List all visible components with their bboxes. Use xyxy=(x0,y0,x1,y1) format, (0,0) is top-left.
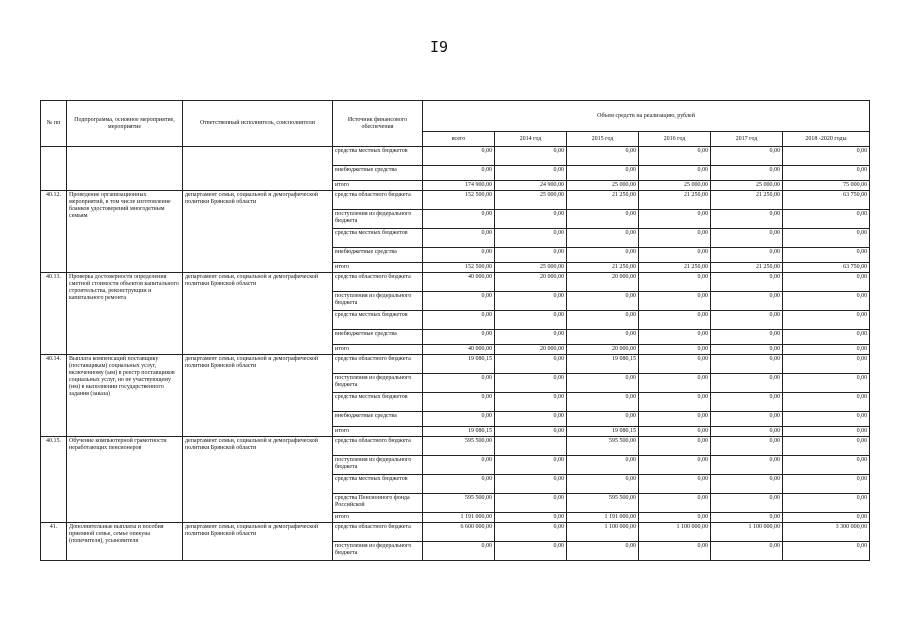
value-cell: 0,00 xyxy=(423,311,495,330)
source-cell: внебюджетные средства xyxy=(333,248,423,263)
value-cell: 0,00 xyxy=(495,523,567,542)
value-cell: 0,00 xyxy=(639,437,711,456)
value-cell: 0,00 xyxy=(711,427,783,437)
value-cell: 0,00 xyxy=(495,229,567,248)
value-cell: 0,00 xyxy=(495,513,567,523)
value-cell: 25 000,00 xyxy=(711,181,783,191)
value-cell: 0,00 xyxy=(567,292,639,311)
value-cell: 0,00 xyxy=(783,437,870,456)
value-cell: 0,00 xyxy=(639,374,711,393)
value-cell: 0,00 xyxy=(639,542,711,561)
header-year: 2014 год xyxy=(495,132,567,147)
value-cell: 0,00 xyxy=(567,166,639,181)
value-cell: 19 080,15 xyxy=(567,427,639,437)
value-cell: 75 000,00 xyxy=(783,181,870,191)
value-cell: 0,00 xyxy=(639,248,711,263)
value-cell: 0,00 xyxy=(495,412,567,427)
source-cell: поступления из федерального бюджета xyxy=(333,210,423,229)
value-cell: 0,00 xyxy=(423,210,495,229)
source-cell: средства местных бюджетов xyxy=(333,393,423,412)
header-program: Подпрограмма, основное мероприятие, мероприятие xyxy=(67,101,183,147)
source-cell: средства местных бюджетов xyxy=(333,311,423,330)
value-cell: 0,00 xyxy=(783,210,870,229)
program-name: Обучение компьютерной грамотности неработающих пенсионеров xyxy=(67,437,183,523)
value-cell: 0,00 xyxy=(639,345,711,355)
value-cell: 0,00 xyxy=(423,412,495,427)
value-cell: 0,00 xyxy=(639,355,711,374)
value-cell: 0,00 xyxy=(711,393,783,412)
value-cell: 0,00 xyxy=(711,374,783,393)
value-cell: 0,00 xyxy=(711,355,783,374)
value-cell: 0,00 xyxy=(783,393,870,412)
value-cell: 0,00 xyxy=(423,147,495,166)
source-cell: поступления из федерального бюджета xyxy=(333,542,423,561)
value-cell: 0,00 xyxy=(783,166,870,181)
value-cell: 0,00 xyxy=(639,147,711,166)
value-cell: 20 000,00 xyxy=(567,273,639,292)
value-cell: 40 000,00 xyxy=(423,345,495,355)
value-cell: 0,00 xyxy=(423,292,495,311)
program-name: Проверка достоверности определения сметной стоимости объектов капитального строительства, реконструкции и капитального ремонта xyxy=(67,273,183,355)
value-cell: 0,00 xyxy=(783,456,870,475)
value-cell: 595 500,00 xyxy=(423,494,495,513)
value-cell: 0,00 xyxy=(639,475,711,494)
value-cell: 0,00 xyxy=(711,542,783,561)
value-cell: 0,00 xyxy=(567,393,639,412)
value-cell: 0,00 xyxy=(495,147,567,166)
value-cell: 0,00 xyxy=(783,345,870,355)
cont-no xyxy=(41,147,67,191)
value-cell: 19 080,15 xyxy=(423,355,495,374)
header-year: 2018 -2020 годы xyxy=(783,132,870,147)
value-cell: 0,00 xyxy=(495,311,567,330)
source-cell: поступления из федерального бюджета xyxy=(333,374,423,393)
value-cell: 0,00 xyxy=(495,427,567,437)
executor-name: департамент семьи, социальной и демографической политики Брянской области xyxy=(183,437,333,523)
table-row xyxy=(41,437,870,456)
value-cell: 0,00 xyxy=(639,166,711,181)
value-cell: 0,00 xyxy=(567,456,639,475)
value-cell: 0,00 xyxy=(567,229,639,248)
value-cell: 0,00 xyxy=(495,210,567,229)
value-cell: 25 000,00 xyxy=(567,181,639,191)
value-cell: 0,00 xyxy=(639,494,711,513)
source-cell: средства областного бюджета xyxy=(333,191,423,210)
value-cell: 40 000,00 xyxy=(423,273,495,292)
value-cell: 0,00 xyxy=(495,355,567,374)
executor-name: департамент семьи, социальной и демографической политики Брянской области xyxy=(183,191,333,273)
value-cell: 0,00 xyxy=(567,475,639,494)
value-cell: 0,00 xyxy=(711,412,783,427)
value-cell: 19 080,15 xyxy=(567,355,639,374)
value-cell: 0,00 xyxy=(495,166,567,181)
value-cell: 0,00 xyxy=(423,456,495,475)
value-cell: 0,00 xyxy=(423,330,495,345)
value-cell: 0,00 xyxy=(567,210,639,229)
value-cell: 0,00 xyxy=(567,412,639,427)
value-cell: 0,00 xyxy=(783,355,870,374)
value-cell: 0,00 xyxy=(711,166,783,181)
program-name: Проведение организационных мероприятий, в том числе изготовление бланков удостоверений многодетным семьям xyxy=(67,191,183,273)
value-cell: 0,00 xyxy=(783,475,870,494)
value-cell: 25 000,00 xyxy=(639,181,711,191)
header-year: всего xyxy=(423,132,495,147)
value-cell: 0,00 xyxy=(495,374,567,393)
table-row xyxy=(41,273,870,292)
row-number: 40.15. xyxy=(41,437,67,523)
source-cell: поступления из федерального бюджета xyxy=(333,292,423,311)
value-cell: 0,00 xyxy=(711,513,783,523)
program-name: Дополнительные выплаты и пособия приемной семье, семье опекуна (попечителя), усыновителя xyxy=(67,523,183,561)
source-cell: средства областного бюджета xyxy=(333,523,423,542)
value-cell: 0,00 xyxy=(711,147,783,166)
value-cell: 0,00 xyxy=(495,494,567,513)
value-cell: 25 000,00 xyxy=(495,263,567,273)
value-cell: 0,00 xyxy=(639,513,711,523)
value-cell: 0,00 xyxy=(495,292,567,311)
value-cell: 595 500,00 xyxy=(567,437,639,456)
value-cell: 20 000,00 xyxy=(495,345,567,355)
value-cell: 0,00 xyxy=(783,542,870,561)
value-cell: 0,00 xyxy=(783,412,870,427)
row-number: 40.13. xyxy=(41,273,67,355)
value-cell: 20 000,00 xyxy=(567,345,639,355)
value-cell: 21 250,00 xyxy=(639,263,711,273)
header-source: Источник финансового обеспечения xyxy=(333,101,423,147)
value-cell: 0,00 xyxy=(711,273,783,292)
value-cell: 0,00 xyxy=(783,330,870,345)
value-cell: 0,00 xyxy=(423,374,495,393)
table-row xyxy=(41,191,870,210)
value-cell: 21 250,00 xyxy=(639,191,711,210)
cont-program xyxy=(67,147,183,191)
value-cell: 0,00 xyxy=(567,374,639,393)
value-cell: 0,00 xyxy=(639,311,711,330)
value-cell: 20 000,00 xyxy=(495,273,567,292)
value-cell: 63 750,00 xyxy=(783,191,870,210)
row-number: 40.12. xyxy=(41,191,67,273)
value-cell: 0,00 xyxy=(783,248,870,263)
value-cell: 1 100 000,00 xyxy=(639,523,711,542)
value-cell: 0,00 xyxy=(495,475,567,494)
source-cell: итого xyxy=(333,345,423,355)
value-cell: 0,00 xyxy=(783,147,870,166)
value-cell: 0,00 xyxy=(711,229,783,248)
header-volume: Объем средств на реализацию, рублей xyxy=(423,101,870,132)
value-cell: 0,00 xyxy=(639,229,711,248)
value-cell: 0,00 xyxy=(567,248,639,263)
source-cell: средства областного бюджета xyxy=(333,437,423,456)
page-number: I9 xyxy=(430,38,449,56)
value-cell: 0,00 xyxy=(495,393,567,412)
value-cell: 0,00 xyxy=(423,248,495,263)
cont-executor xyxy=(183,147,333,191)
header-no: № пп xyxy=(41,101,67,147)
source-cell: средства областного бюджета xyxy=(333,273,423,292)
value-cell: 21 250,00 xyxy=(711,191,783,210)
executor-name: департамент семьи, социальной и демографической политики Брянской области xyxy=(183,523,333,561)
row-number: 40.14. xyxy=(41,355,67,437)
value-cell: 0,00 xyxy=(423,393,495,412)
value-cell: 1 100 000,00 xyxy=(711,523,783,542)
value-cell: 0,00 xyxy=(783,513,870,523)
value-cell: 0,00 xyxy=(567,330,639,345)
value-cell: 0,00 xyxy=(783,229,870,248)
value-cell: 152 500,00 xyxy=(423,191,495,210)
value-cell: 0,00 xyxy=(567,147,639,166)
source-cell: средства местных бюджетов xyxy=(333,147,423,166)
source-cell: средства областного бюджета xyxy=(333,355,423,374)
value-cell: 0,00 xyxy=(711,494,783,513)
value-cell: 0,00 xyxy=(783,374,870,393)
source-cell: внебюджетные средства xyxy=(333,166,423,181)
value-cell: 0,00 xyxy=(567,542,639,561)
value-cell: 0,00 xyxy=(711,210,783,229)
table-row xyxy=(41,523,870,542)
value-cell: 174 900,00 xyxy=(423,181,495,191)
value-cell: 0,00 xyxy=(495,456,567,475)
value-cell: 19 080,15 xyxy=(423,427,495,437)
value-cell: 0,00 xyxy=(423,166,495,181)
value-cell: 63 750,00 xyxy=(783,263,870,273)
value-cell: 0,00 xyxy=(639,210,711,229)
value-cell: 6 600 000,00 xyxy=(423,523,495,542)
value-cell: 21 250,00 xyxy=(567,191,639,210)
program-name: Выплата компенсаций поставщику (поставщикам) социальных услуг, включенному (ым) в реестр поставщиков социальных услуг, но не участвующему (им) в выполнении государственного задания (заказа) xyxy=(67,355,183,437)
value-cell: 0,00 xyxy=(783,494,870,513)
value-cell: 0,00 xyxy=(639,330,711,345)
value-cell: 25 000,00 xyxy=(495,191,567,210)
value-cell: 0,00 xyxy=(711,330,783,345)
value-cell: 0,00 xyxy=(495,542,567,561)
value-cell: 0,00 xyxy=(423,542,495,561)
value-cell: 0,00 xyxy=(711,475,783,494)
value-cell: 0,00 xyxy=(423,475,495,494)
value-cell: 152 500,00 xyxy=(423,263,495,273)
source-cell: итого xyxy=(333,513,423,523)
executor-name: департамент семьи, социальной и демографической политики Брянской области xyxy=(183,273,333,355)
source-cell: итого xyxy=(333,181,423,191)
table-body xyxy=(41,147,870,561)
value-cell: 0,00 xyxy=(495,330,567,345)
value-cell: 21 250,00 xyxy=(567,263,639,273)
value-cell xyxy=(495,437,567,456)
value-cell: 0,00 xyxy=(711,311,783,330)
source-cell: средства Пенсионного фонда Российской xyxy=(333,494,423,513)
value-cell: 0,00 xyxy=(639,427,711,437)
value-cell: 0,00 xyxy=(783,311,870,330)
value-cell: 1 191 000,00 xyxy=(423,513,495,523)
value-cell: 0,00 xyxy=(567,311,639,330)
header-year: 2016 год xyxy=(639,132,711,147)
value-cell: 0,00 xyxy=(783,273,870,292)
header-year: 2015 год xyxy=(567,132,639,147)
value-cell: 0,00 xyxy=(639,292,711,311)
value-cell: 0,00 xyxy=(711,437,783,456)
value-cell: 3 300 000,00 xyxy=(783,523,870,542)
value-cell: 0,00 xyxy=(639,273,711,292)
executor-name: департамент семьи, социальной и демографической политики Брянской области xyxy=(183,355,333,437)
value-cell: 0,00 xyxy=(639,393,711,412)
budget-table xyxy=(40,100,870,561)
value-cell: 1 191 000,00 xyxy=(567,513,639,523)
value-cell: 0,00 xyxy=(711,456,783,475)
header-year: 2017 год xyxy=(711,132,783,147)
source-cell: внебюджетные средства xyxy=(333,330,423,345)
value-cell: 0,00 xyxy=(711,292,783,311)
value-cell: 1 100 000,00 xyxy=(567,523,639,542)
table-row xyxy=(41,355,870,374)
value-cell: 0,00 xyxy=(783,427,870,437)
source-cell: внебюджетные средства xyxy=(333,412,423,427)
source-cell: итого xyxy=(333,263,423,273)
value-cell: 0,00 xyxy=(711,345,783,355)
source-cell: поступления из федерального бюджета xyxy=(333,456,423,475)
source-cell: средства местных бюджетов xyxy=(333,229,423,248)
row-number: 41. xyxy=(41,523,67,561)
value-cell: 595 500,00 xyxy=(423,437,495,456)
value-cell: 21 250,00 xyxy=(711,263,783,273)
value-cell: 0,00 xyxy=(495,248,567,263)
value-cell: 0,00 xyxy=(783,292,870,311)
source-cell: средства местных бюджетов xyxy=(333,475,423,494)
source-cell: итого xyxy=(333,427,423,437)
value-cell: 595 500,00 xyxy=(567,494,639,513)
header-executor: Ответственный исполнитель, соисполнители xyxy=(183,101,333,147)
value-cell: 0,00 xyxy=(711,248,783,263)
value-cell: 0,00 xyxy=(639,412,711,427)
table-row xyxy=(41,147,870,166)
value-cell: 0,00 xyxy=(639,456,711,475)
value-cell: 24 900,00 xyxy=(495,181,567,191)
value-cell: 0,00 xyxy=(423,229,495,248)
